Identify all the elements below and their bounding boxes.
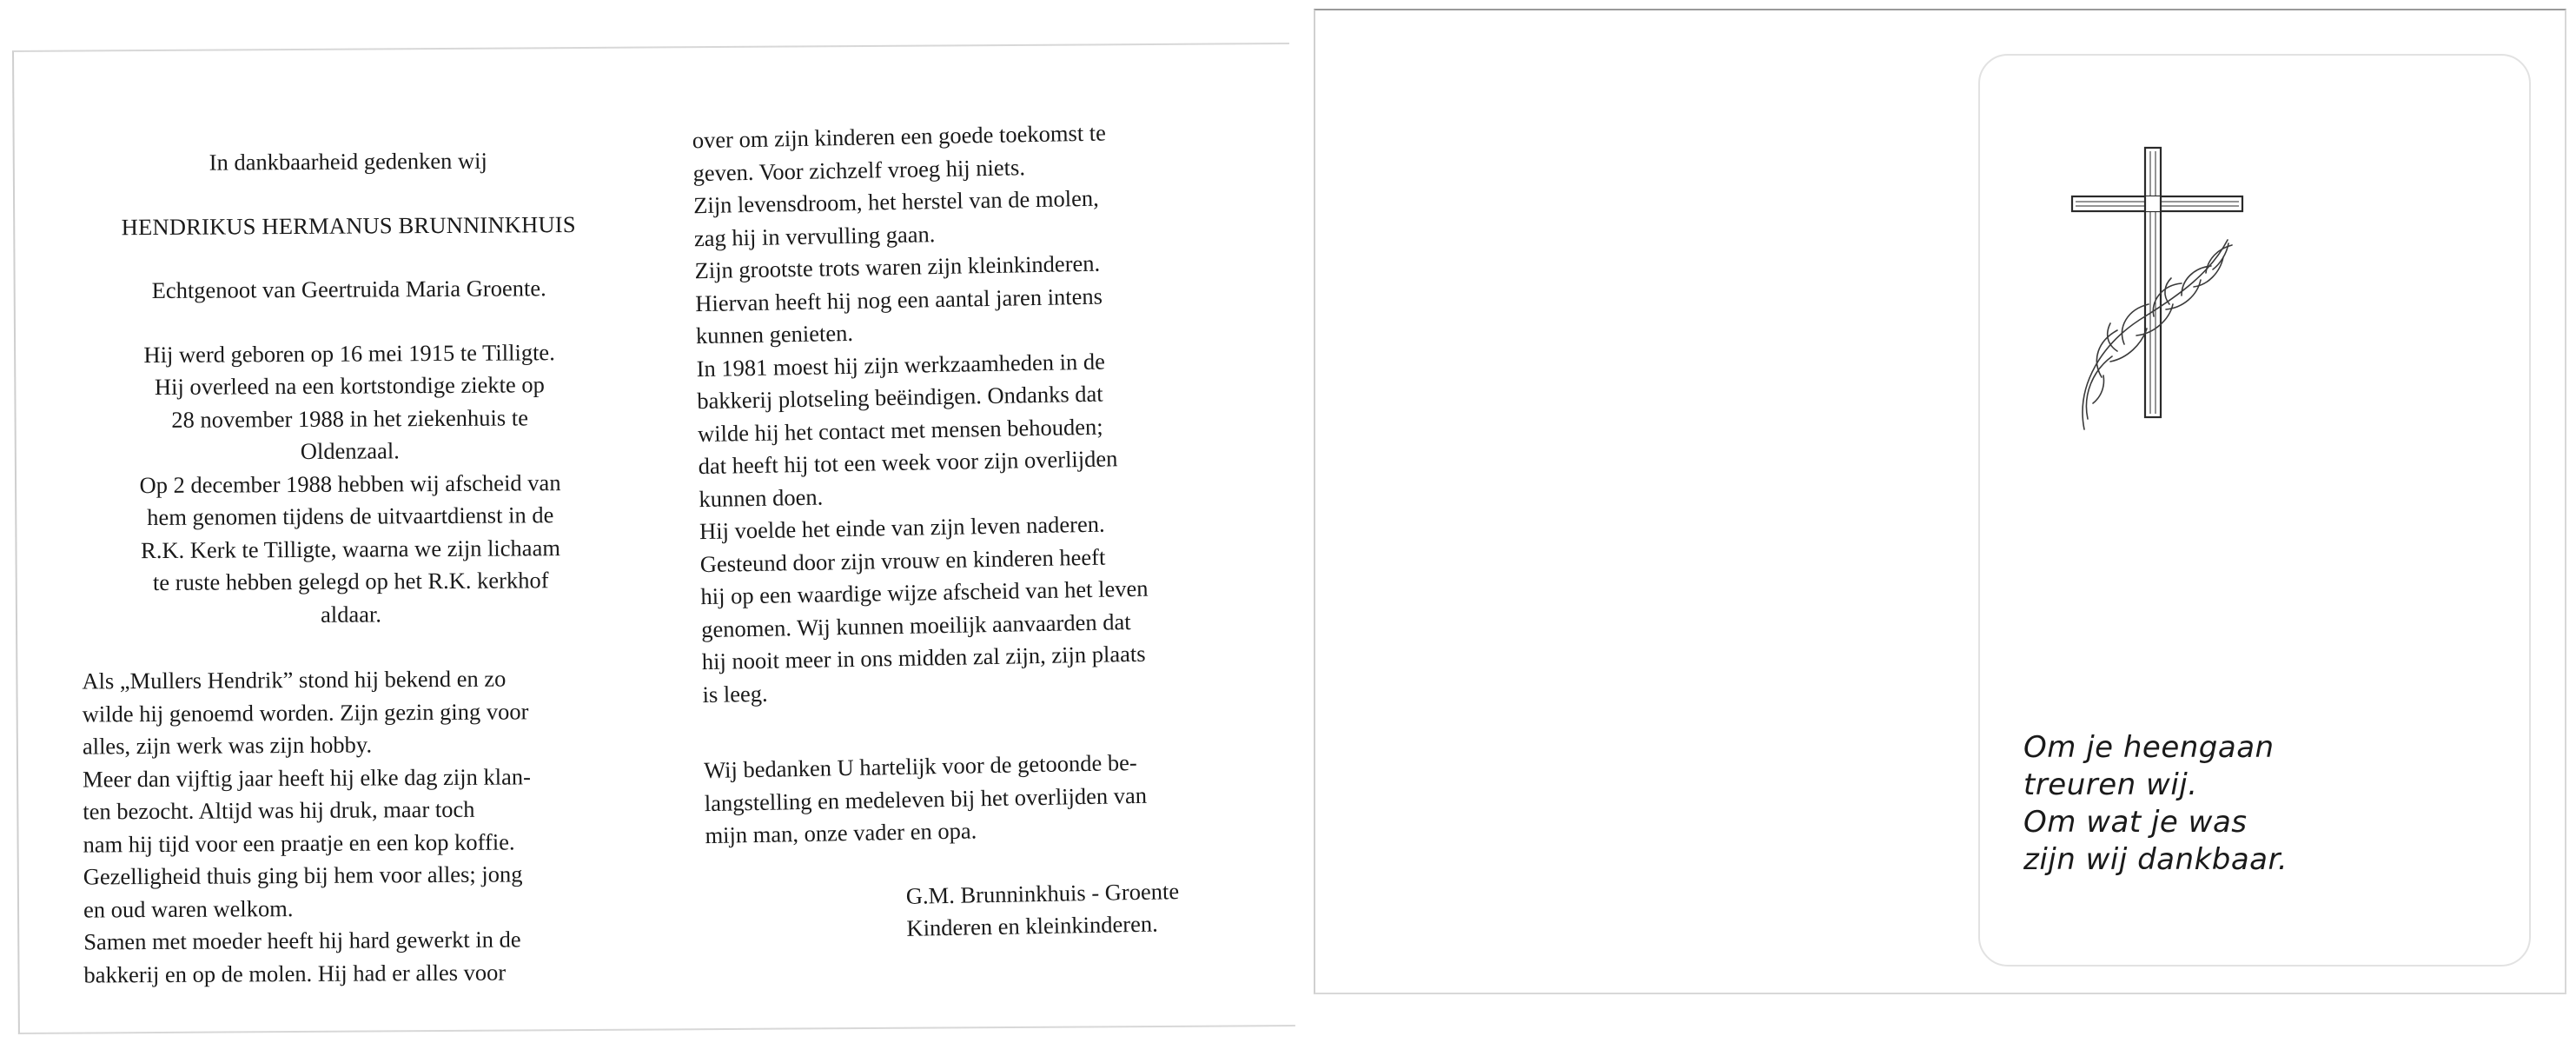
text-line: kunnen doen. xyxy=(699,483,824,512)
signature-line: Kinderen en kleinkinderen. xyxy=(906,910,1158,941)
text-line: dat heeft hij tot een week voor zijn overlijden xyxy=(698,445,1118,480)
text-line: hij nooit meer in ons midden zal zijn, zijn plaats xyxy=(701,640,1146,675)
text-line: R.K. Kerk te Tilligte, waarna we zijn lichaam xyxy=(141,534,560,563)
memorial-card-inside xyxy=(12,43,1295,1034)
text-line: bakkerij plotseling beëindigen. Ondanks dat xyxy=(697,380,1103,415)
continuation-paragraph xyxy=(692,115,1250,711)
birth-death-paragraph xyxy=(80,335,619,469)
text-line: hem genomen tijdens de uitvaartdienst in de xyxy=(147,502,554,531)
text-line: Wij bedanken U hartelijk voor de getoonde be- xyxy=(703,748,1137,784)
life-paragraph xyxy=(82,662,622,992)
verse-line: Om wat je was xyxy=(2023,805,2248,840)
text-line: nam hij tijd voor een praatje en een kop koffie. xyxy=(83,827,515,858)
text-line: mijn man, onze vader en opa. xyxy=(705,817,977,849)
text-line: bakkerij en op de molen. Hij had er alles voor xyxy=(83,959,507,988)
text-line: Hij voelde het einde van zijn leven naderen. xyxy=(699,510,1105,545)
text-line: Hij werd geboren op 16 mei 1915 te Tilligte. xyxy=(143,338,555,368)
verse-line: zijn wij dankbaar. xyxy=(2023,842,2288,877)
text-column-left xyxy=(79,144,623,992)
verse-text xyxy=(2023,729,2288,879)
text-line: Zijn grootste trots waren zijn kleinkinderen. xyxy=(694,249,1101,284)
text-line: In 1981 moest hij zijn werkzaamheden in de xyxy=(696,348,1106,382)
text-line: geven. Voor zichzelf vroeg hij niets. xyxy=(692,153,1026,186)
funeral-paragraph xyxy=(81,466,620,632)
text-line: 28 november 1988 in het ziekenhuis te xyxy=(171,403,529,433)
signature-line: G.M. Brunninkhuis - Groente xyxy=(905,877,1180,909)
verse-line: treuren wij. xyxy=(2023,767,2198,802)
text-line: Gesteund door zijn vrouw en kinderen heeft xyxy=(699,543,1106,577)
thanks-paragraph xyxy=(704,745,1253,853)
memorial-card-front xyxy=(1314,9,2566,994)
text-line: Hiervan heeft hij nog een aantal jaren intens xyxy=(695,282,1103,316)
text-line: is leeg. xyxy=(702,680,768,708)
text-line: hij op een waardige wijze afscheid van het leven xyxy=(700,575,1149,610)
text-line: Samen met moeder heeft hij hard gewerkt in de xyxy=(83,926,521,955)
text-line: langstelling en medeleven bij het overlijden van xyxy=(704,781,1148,816)
text-column-right xyxy=(692,115,1255,949)
front-panel xyxy=(1978,54,2531,967)
verse-line: Om je heengaan xyxy=(2023,730,2275,765)
text-line: te ruste hebben gelegd op het R.K. kerkhof xyxy=(152,567,549,596)
text-line: en oud waren welkom. xyxy=(83,894,294,923)
text-line: Op 2 december 1988 hebben wij afscheid van xyxy=(139,468,561,498)
deceased-name: HENDRIKUS HERMANUS BRUNNINKHUIS xyxy=(121,210,576,240)
spouse-line: Echtgenoot van Geertruida Maria Groente. xyxy=(151,275,546,304)
text-line: Hij overleed na een kortstondige ziekte op xyxy=(154,371,545,401)
text-line: Als „Mullers Hendrik” stond hij bekend en zo xyxy=(82,665,507,694)
text-line: genomen. Wij kunnen moeilijk aanvaarden dat xyxy=(700,608,1131,642)
text-line: alles, zijn werk was zijn hobby. xyxy=(82,731,373,760)
cross-with-wheat-icon xyxy=(2067,143,2258,438)
text-line: ten bezocht. Altijd was hij druk, maar toch xyxy=(83,795,475,825)
intro-line: In dankbaarheid gedenken wij xyxy=(209,147,487,176)
text-line: Zijn levensdroom, het herstel van de molen, xyxy=(692,184,1100,219)
text-line: kunnen genieten. xyxy=(695,319,854,349)
text-line: wilde hij genoemd worden. Zijn gezin ging voor xyxy=(82,697,529,727)
text-line: Oldenzaal. xyxy=(300,437,400,464)
text-line: Meer dan vijftig jaar heeft hij elke dag zijn klan- xyxy=(83,762,532,793)
text-line: wilde hij het contact met mensen behouden; xyxy=(697,413,1103,447)
signature-block xyxy=(906,874,1255,945)
text-line: aldaar. xyxy=(320,600,381,628)
text-line: over om zijn kinderen een goede toekomst te xyxy=(692,119,1107,154)
text-line: Gezelligheid thuis ging bij hem voor alles; jong xyxy=(83,860,523,890)
text-line: zag hij in vervulling gaan. xyxy=(693,220,936,251)
